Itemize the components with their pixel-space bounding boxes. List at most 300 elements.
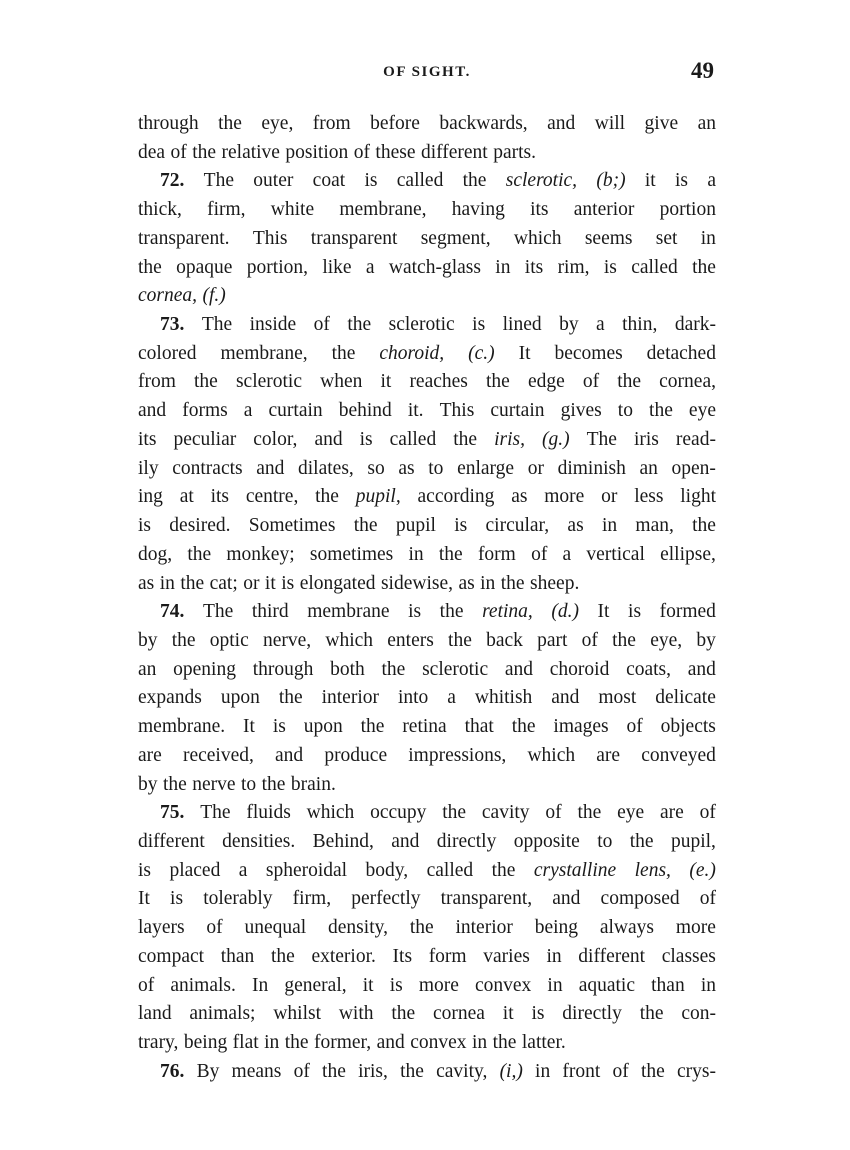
word: directly bbox=[562, 1003, 622, 1025]
word: The bbox=[200, 802, 231, 824]
word: nerve bbox=[192, 773, 236, 795]
word: latter. bbox=[521, 1032, 566, 1053]
word: the bbox=[391, 1003, 416, 1025]
word: thin, bbox=[622, 314, 658, 336]
word: diminish bbox=[557, 457, 626, 479]
text-line bbox=[138, 225, 716, 254]
word: crys- bbox=[677, 1060, 716, 1082]
word: by bbox=[696, 629, 716, 651]
word: and bbox=[314, 428, 343, 450]
word: are bbox=[138, 744, 162, 766]
word: anterior bbox=[573, 199, 635, 221]
word: as bbox=[398, 457, 415, 479]
word: the bbox=[171, 629, 196, 651]
word: front bbox=[562, 1060, 601, 1082]
text-line bbox=[138, 1000, 716, 1029]
word: like bbox=[322, 256, 352, 278]
word: in bbox=[495, 256, 511, 278]
word: the bbox=[500, 572, 525, 594]
word: form bbox=[428, 945, 467, 967]
word: in bbox=[408, 543, 424, 565]
word: It bbox=[243, 716, 255, 738]
word: coats, bbox=[626, 658, 672, 680]
word: unequal bbox=[244, 917, 307, 939]
word: in bbox=[535, 1060, 551, 1082]
word: is bbox=[272, 716, 286, 738]
word: inside bbox=[249, 314, 297, 336]
word: before bbox=[370, 113, 420, 134]
word: and bbox=[376, 1032, 405, 1053]
word: dark- bbox=[674, 314, 716, 336]
word: is bbox=[359, 428, 373, 450]
word: density, bbox=[328, 917, 388, 939]
word: backwards, bbox=[439, 113, 528, 134]
word: Its bbox=[392, 945, 413, 967]
word: whilst bbox=[273, 1003, 321, 1025]
word: It bbox=[597, 601, 610, 623]
word: edge bbox=[527, 371, 565, 393]
text-line bbox=[138, 972, 716, 1001]
word: and bbox=[256, 457, 285, 479]
word: the bbox=[640, 1060, 665, 1082]
word: enlarge bbox=[457, 457, 515, 479]
word: the bbox=[381, 658, 406, 680]
word: and bbox=[275, 744, 304, 766]
word: and bbox=[552, 888, 581, 910]
word: opaque bbox=[176, 256, 233, 278]
word: con- bbox=[681, 1003, 716, 1025]
word: varies bbox=[483, 945, 530, 967]
word: an bbox=[138, 658, 157, 680]
word: nerve, bbox=[262, 629, 312, 651]
word: the bbox=[162, 773, 187, 795]
text-line bbox=[138, 799, 716, 828]
word: segment, bbox=[420, 227, 491, 249]
word: or bbox=[243, 572, 260, 594]
word: it bbox=[502, 1003, 514, 1025]
paragraph-number: 74. bbox=[160, 601, 185, 623]
word: the bbox=[278, 687, 303, 709]
word: animals; bbox=[189, 1003, 256, 1025]
word: By bbox=[196, 1060, 220, 1082]
word: is bbox=[472, 314, 486, 336]
word: the bbox=[438, 543, 463, 565]
word: placed bbox=[169, 859, 221, 881]
word: of bbox=[581, 629, 598, 651]
word: and bbox=[551, 687, 580, 709]
word: seems bbox=[584, 227, 633, 249]
word: a bbox=[365, 256, 375, 278]
word: are bbox=[596, 744, 621, 766]
word: animals. bbox=[170, 974, 236, 996]
word: The bbox=[202, 601, 234, 623]
word: of bbox=[293, 1060, 310, 1082]
word: is bbox=[281, 572, 295, 594]
word: the bbox=[649, 400, 673, 422]
word: eye bbox=[617, 802, 645, 824]
word: exterior. bbox=[311, 945, 376, 967]
text-line bbox=[138, 914, 716, 943]
word: sclerotic bbox=[422, 658, 489, 680]
word: the bbox=[353, 515, 378, 537]
word: forms bbox=[182, 400, 228, 422]
word: curtain bbox=[490, 400, 545, 422]
word: former, bbox=[314, 1032, 372, 1053]
word: is bbox=[170, 888, 184, 910]
word: the bbox=[492, 1032, 517, 1053]
page-number: 49 bbox=[691, 58, 714, 83]
word: than bbox=[651, 974, 685, 996]
word: brain. bbox=[290, 773, 336, 795]
text-line bbox=[138, 139, 716, 168]
word: the bbox=[409, 917, 434, 939]
word: eye, bbox=[650, 629, 683, 651]
word: is bbox=[389, 974, 403, 996]
word: less bbox=[634, 486, 664, 508]
word: delicate bbox=[655, 687, 716, 709]
word: cat; bbox=[209, 572, 238, 594]
word: with bbox=[338, 1003, 374, 1025]
word: the bbox=[218, 113, 242, 134]
word: The bbox=[203, 170, 234, 192]
word: a bbox=[447, 687, 456, 709]
word: of bbox=[545, 802, 562, 824]
word: into bbox=[397, 687, 429, 709]
word: the bbox=[448, 629, 472, 651]
word: the bbox=[192, 141, 217, 163]
word: to bbox=[241, 773, 257, 795]
word: elongated bbox=[299, 572, 376, 594]
word: more bbox=[418, 974, 459, 996]
word: retina, bbox=[482, 601, 533, 623]
word: occupy bbox=[370, 802, 427, 824]
word: white bbox=[270, 199, 315, 221]
word: crystalline bbox=[533, 859, 617, 881]
word: the bbox=[138, 256, 162, 278]
word: third bbox=[251, 601, 289, 623]
word: (i,) bbox=[499, 1060, 523, 1082]
word: of bbox=[353, 141, 370, 163]
word: the bbox=[331, 342, 356, 364]
word: curtain bbox=[268, 400, 323, 422]
word: as bbox=[567, 515, 584, 537]
word: It bbox=[138, 888, 150, 910]
word: the bbox=[617, 371, 642, 393]
word: called bbox=[389, 428, 437, 450]
word: which bbox=[513, 227, 562, 249]
text-line bbox=[138, 110, 716, 139]
word: and bbox=[138, 400, 167, 422]
text-line bbox=[138, 311, 716, 340]
word: color, bbox=[253, 428, 298, 450]
word: the bbox=[284, 1032, 309, 1053]
text-line bbox=[138, 570, 716, 599]
word: thick, bbox=[138, 199, 182, 221]
word: The bbox=[586, 428, 617, 450]
word: cornea, bbox=[138, 285, 198, 307]
word: in bbox=[546, 945, 562, 967]
word: or bbox=[601, 486, 618, 508]
word: in bbox=[264, 1032, 280, 1053]
word: the bbox=[511, 716, 536, 738]
word: its bbox=[210, 486, 230, 508]
word: an bbox=[697, 113, 716, 134]
word: back bbox=[486, 629, 523, 651]
word: It bbox=[518, 342, 531, 364]
word: (f.) bbox=[202, 285, 226, 307]
word: membrane bbox=[307, 601, 390, 623]
word: means bbox=[231, 1060, 282, 1082]
word: pupil bbox=[395, 515, 436, 537]
word: lens, bbox=[634, 859, 671, 881]
word: it bbox=[644, 170, 656, 192]
word: classes bbox=[661, 945, 716, 967]
word: according bbox=[417, 486, 495, 508]
word: the bbox=[629, 830, 654, 852]
word: more bbox=[675, 917, 716, 939]
running-head: OF SIGHT. bbox=[383, 64, 471, 80]
word: form bbox=[477, 543, 516, 565]
word: body, bbox=[365, 859, 409, 881]
word: the bbox=[400, 1060, 424, 1082]
word: iris, bbox=[358, 1060, 388, 1082]
word: when bbox=[320, 371, 363, 393]
word: or bbox=[527, 457, 544, 479]
text-line bbox=[138, 828, 716, 857]
word: of bbox=[699, 802, 716, 824]
word: of bbox=[170, 141, 187, 163]
page-header bbox=[138, 58, 716, 88]
word: an bbox=[639, 457, 658, 479]
word: the bbox=[187, 543, 212, 565]
word: watch-glass bbox=[388, 256, 481, 278]
paragraph-number: 72. bbox=[160, 170, 185, 192]
word: it bbox=[362, 974, 374, 996]
word: desired. bbox=[169, 515, 231, 537]
word: received, bbox=[182, 744, 254, 766]
word: is bbox=[138, 859, 152, 881]
word: circular, bbox=[485, 515, 550, 537]
word: of bbox=[531, 543, 548, 565]
word: of bbox=[612, 1060, 629, 1082]
word: the bbox=[315, 486, 339, 508]
word: transparent, bbox=[440, 888, 533, 910]
word: pupil, bbox=[670, 830, 716, 852]
text-line bbox=[138, 713, 716, 742]
word: that bbox=[464, 716, 494, 738]
word: is bbox=[675, 170, 689, 192]
word: iris bbox=[633, 428, 659, 450]
word: Sometimes bbox=[248, 515, 336, 537]
text-line bbox=[138, 885, 716, 914]
word: optic bbox=[209, 629, 249, 651]
word: eye, bbox=[261, 113, 294, 134]
word: layers bbox=[138, 917, 185, 939]
word: contracts bbox=[172, 457, 243, 479]
word: produce bbox=[324, 744, 388, 766]
word: it bbox=[264, 572, 276, 594]
word: more bbox=[544, 486, 585, 508]
text-line bbox=[138, 254, 716, 283]
word: compact bbox=[138, 945, 205, 967]
word: convex bbox=[475, 974, 532, 996]
word: the bbox=[261, 773, 286, 795]
word: This bbox=[252, 227, 288, 249]
word: of bbox=[699, 888, 716, 910]
text-line bbox=[138, 656, 716, 685]
word: sclerotic, bbox=[505, 170, 578, 192]
word: in bbox=[700, 974, 716, 996]
word: retina bbox=[402, 716, 447, 738]
word: these bbox=[375, 141, 416, 163]
word: it. bbox=[407, 400, 424, 422]
word: being bbox=[183, 1032, 228, 1053]
word: densities. bbox=[222, 830, 296, 852]
word: it bbox=[380, 371, 392, 393]
word: as bbox=[511, 486, 528, 508]
word: fluids bbox=[246, 802, 291, 824]
word: the bbox=[347, 314, 372, 336]
word: in bbox=[159, 572, 175, 594]
word: dilates, bbox=[298, 457, 354, 479]
word: transparent bbox=[310, 227, 398, 249]
word: the bbox=[462, 170, 487, 192]
word: always bbox=[599, 917, 655, 939]
word: the bbox=[453, 428, 478, 450]
text-line bbox=[138, 742, 716, 771]
word: images bbox=[553, 716, 609, 738]
word: different bbox=[138, 830, 205, 852]
word: are bbox=[660, 802, 684, 824]
word: interior bbox=[455, 917, 513, 939]
word: sclerotic bbox=[235, 371, 303, 393]
word: of bbox=[626, 716, 643, 738]
word: from bbox=[312, 113, 351, 134]
word: which bbox=[325, 629, 374, 651]
word: cornea, bbox=[659, 371, 716, 393]
word: the bbox=[692, 256, 716, 278]
word: the bbox=[270, 945, 295, 967]
word: (c.) bbox=[468, 342, 495, 364]
word: called bbox=[631, 256, 678, 278]
word: as bbox=[138, 572, 155, 594]
word: having bbox=[451, 199, 505, 221]
word: behind bbox=[338, 400, 392, 422]
word: through bbox=[252, 658, 314, 680]
word: give bbox=[644, 113, 679, 134]
word: membrane, bbox=[339, 199, 427, 221]
word: through bbox=[138, 113, 199, 134]
word: its bbox=[524, 256, 544, 278]
word: both bbox=[330, 658, 365, 680]
word: Behind, bbox=[312, 830, 374, 852]
word: to bbox=[597, 830, 613, 852]
word: aquatic bbox=[578, 974, 636, 996]
word: in bbox=[547, 974, 563, 996]
word: interior bbox=[321, 687, 379, 709]
word: upon bbox=[220, 687, 260, 709]
text-line bbox=[138, 857, 716, 886]
word: opening bbox=[173, 658, 236, 680]
word: by bbox=[559, 314, 579, 336]
word: is bbox=[628, 601, 642, 623]
word: membrane. bbox=[138, 716, 226, 738]
word: is bbox=[138, 515, 152, 537]
word: the bbox=[360, 716, 385, 738]
word: a bbox=[707, 170, 716, 192]
word: by bbox=[138, 629, 158, 651]
text-line bbox=[138, 196, 716, 225]
word: the bbox=[322, 1060, 346, 1082]
word: man, bbox=[635, 515, 674, 537]
word: upon bbox=[303, 716, 343, 738]
word: relative bbox=[221, 141, 280, 163]
word: dea bbox=[138, 141, 166, 163]
word: as bbox=[458, 572, 475, 594]
word: perfectly bbox=[351, 888, 421, 910]
word: whitish bbox=[474, 687, 533, 709]
text-line bbox=[138, 455, 716, 484]
word: the bbox=[180, 572, 205, 594]
word: to bbox=[428, 457, 444, 479]
word: so bbox=[367, 457, 385, 479]
word: formed bbox=[659, 601, 716, 623]
word: ily bbox=[138, 457, 159, 479]
word: and bbox=[547, 113, 576, 134]
word: composed bbox=[600, 888, 680, 910]
word: than bbox=[220, 945, 255, 967]
word: in bbox=[480, 572, 496, 594]
word: colored bbox=[138, 342, 197, 364]
word: the bbox=[639, 1003, 664, 1025]
word: This bbox=[439, 400, 475, 422]
word: which bbox=[306, 802, 355, 824]
text-line bbox=[138, 627, 716, 656]
word: dog, bbox=[138, 543, 173, 565]
word: conveyed bbox=[641, 744, 716, 766]
word: The bbox=[201, 314, 233, 336]
text-line bbox=[138, 1029, 716, 1058]
word: trary, bbox=[138, 1032, 179, 1053]
word: the bbox=[439, 601, 464, 623]
word: different bbox=[578, 945, 646, 967]
word: becomes bbox=[554, 342, 623, 364]
word: ing bbox=[138, 486, 163, 508]
word: open- bbox=[671, 457, 716, 479]
text-line bbox=[138, 340, 716, 369]
word: the bbox=[577, 802, 602, 824]
word: position bbox=[285, 141, 349, 163]
word: firm, bbox=[207, 199, 246, 221]
word: of bbox=[582, 371, 600, 393]
word: a bbox=[238, 859, 248, 881]
word: from bbox=[138, 371, 176, 393]
word: in bbox=[601, 515, 618, 537]
word: detached bbox=[646, 342, 716, 364]
word: the bbox=[612, 629, 636, 651]
paragraph-number: 75. bbox=[160, 802, 185, 824]
word: the bbox=[486, 371, 510, 393]
word: reaches bbox=[409, 371, 468, 393]
word: (e.) bbox=[689, 859, 716, 881]
word: sheep. bbox=[530, 572, 580, 594]
word: and bbox=[391, 830, 420, 852]
word: peculiar bbox=[173, 428, 237, 450]
word: different bbox=[420, 141, 488, 163]
word: is bbox=[603, 256, 617, 278]
paragraph-number: 73. bbox=[160, 314, 185, 336]
word: outer bbox=[253, 170, 294, 192]
